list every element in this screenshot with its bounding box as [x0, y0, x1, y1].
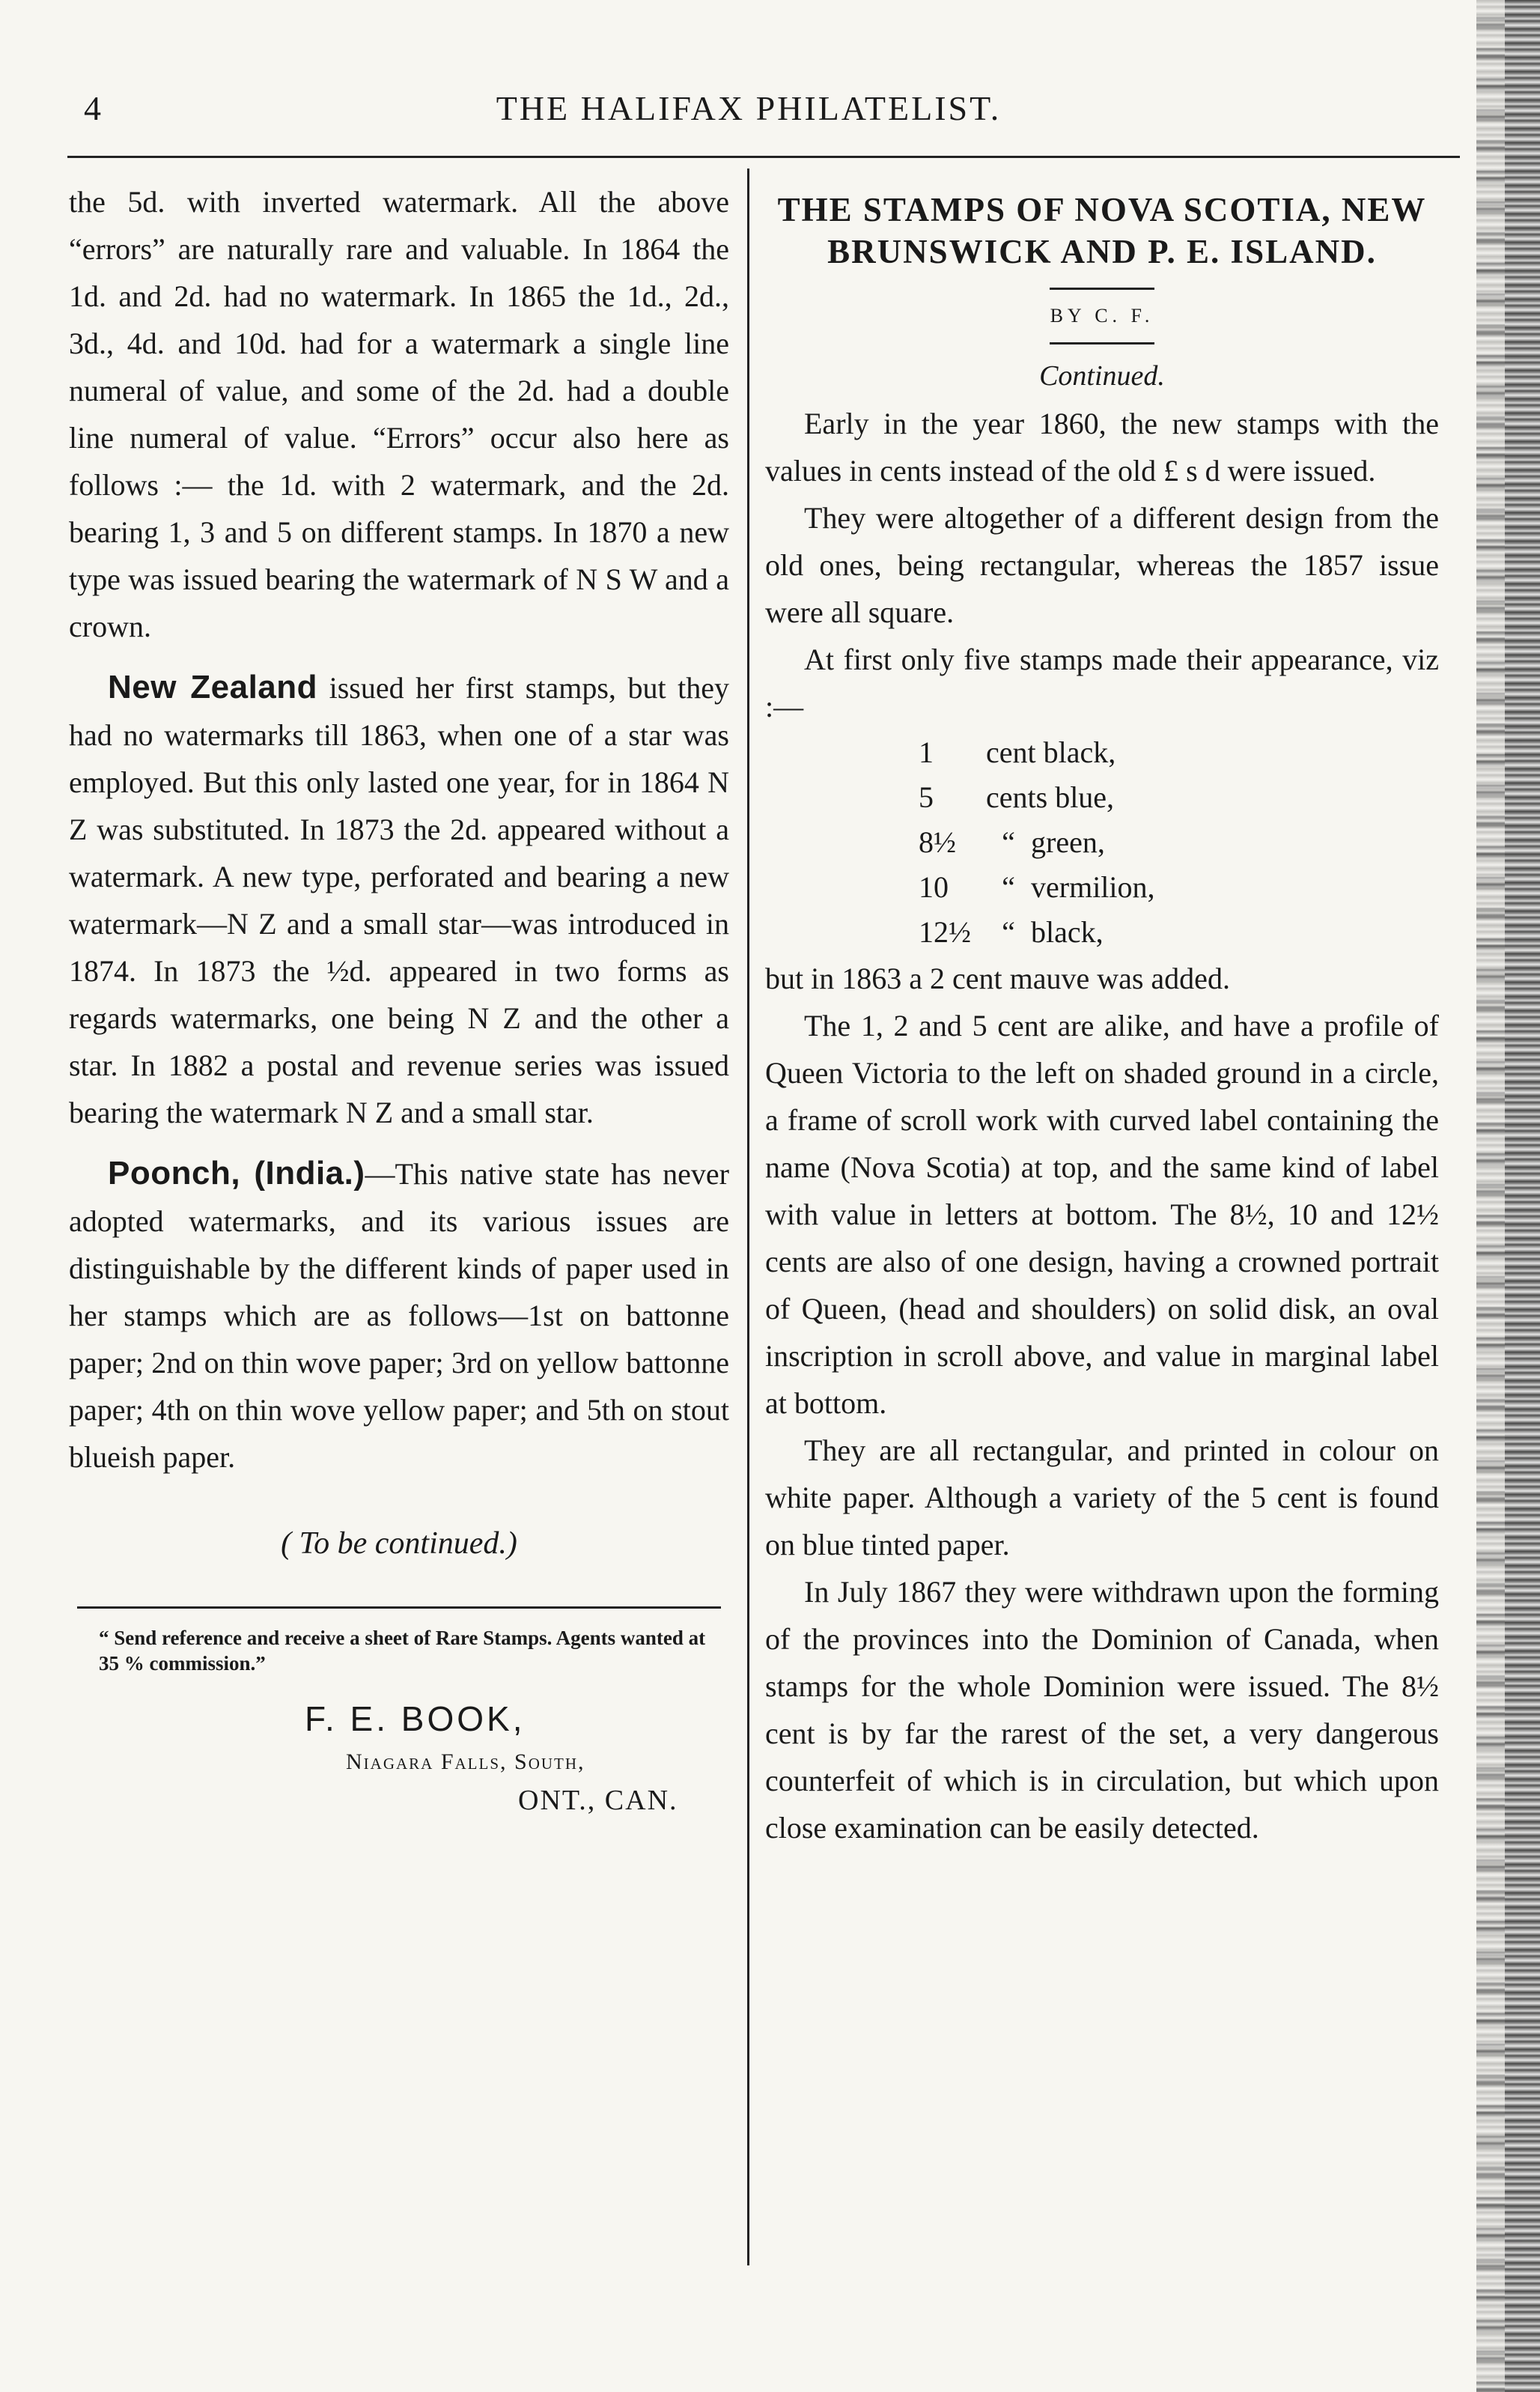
byline-rule	[1050, 342, 1154, 344]
run-in-heading-new-zealand: New Zealand	[108, 669, 318, 705]
title-rule	[1050, 288, 1154, 290]
stamp-value-number: 10	[919, 870, 949, 904]
byline: BY C. F.	[1050, 305, 1154, 327]
stamp-value-row	[919, 910, 1439, 955]
paragraph-first-stamps: At first only five stamps made their appearance, viz :—	[765, 643, 1439, 723]
paragraph-stamp-designs: The 1, 2 and 5 cent are alike, and have a profile of Queen Victoria to the left on shaded ground in a circle, a frame of scroll work with curved label containing the name (Nova Scotia) at top, and the same kind of label with value in letters at bottom. The 8½, 10 and 12½ cents are also of one design, having a crowned portrait of Queen, (head and shoulders) on solid disk, an oval inscription in scroll above, and value in marginal label at bottom.	[765, 1009, 1439, 1420]
header-rule	[67, 156, 1460, 158]
continued-label: Continued.	[1039, 360, 1165, 392]
advert-address-line1: Niagara Falls, South,	[346, 1749, 585, 1774]
paragraph-poonch	[69, 1150, 729, 1481]
ditto-mark: “	[1002, 825, 1015, 859]
stamp-value-name: green,	[1031, 825, 1105, 859]
article-title: THE STAMPS OF NOVA SCOTIA, NEW BRUNSWICK AND P. E. ISLAND.	[777, 191, 1427, 270]
paragraph-withdrawal: In July 1867 they were withdrawn upon the forming of the provinces into the Dominion of Canada, when stamps for the whole Dominion were issued. The 8½ cent is by far the rarest of the set, a very dangerous counterfeit of which is in circulation, but which upon close examination can be easily detected.	[765, 1575, 1439, 1845]
stamp-value-number: 1	[919, 735, 934, 769]
stamp-value-list	[919, 730, 1439, 955]
stamp-value-name: black,	[1031, 915, 1104, 949]
stamp-value-row	[919, 730, 1439, 775]
stamp-value-name: vermilion,	[1031, 870, 1155, 904]
page-number: 4	[84, 89, 101, 127]
stamp-value-row	[919, 775, 1439, 820]
advert-address-line2: ONT., CAN.	[518, 1785, 678, 1816]
advert-rule	[77, 1606, 721, 1609]
paragraph-new-zealand	[69, 664, 729, 1136]
stamp-value-name: cents blue,	[986, 780, 1115, 814]
paragraph-printing: They are all rectangular, and printed in colour on white paper. Although a variety of the 5 cent is found on blue tinted paper.	[765, 1433, 1439, 1561]
to-be-continued: ( To be continued.)	[281, 1526, 517, 1561]
paragraph-new-zealand-text: issued her first stamps, but they had no watermarks till 1863, when one of a star was employed. But this only lasted one year, for in 1864 N Z was substituted. In 1873 the 2d. appeared without a watermark. A new type, perforated and bearing a new watermark—N Z and a small star—was introduced in 1874. In 1873 the ½d. appeared in two forms as regards watermarks, one being N Z and the other a star. In 1882 a postal and revenue series was issued bearing the watermark N Z and a small star.	[69, 671, 729, 1129]
stamp-value-number: 8½	[919, 825, 956, 859]
running-title: THE HALIFAX PHILATELIST.	[496, 89, 1002, 127]
scanned-page-edge	[1476, 0, 1540, 2392]
advert-note: “ Send reference and receive a sheet of Rare Stamps. Agents wanted at 35 % commission.”	[99, 1627, 706, 1675]
stamp-value-row	[919, 865, 1439, 910]
paragraph-1863-mauve: but in 1863 a 2 cent mauve was added.	[765, 962, 1230, 995]
stamp-value-number: 12½	[919, 915, 971, 949]
paragraph-poonch-text: —This native state has never adopted watermarks, and its various issues are distinguishable by the different kinds of paper used in her stamps which are as follows—1st on battonne paper; 2nd on thin wove paper; 3rd on yellow battonne paper; 4th on thin wove yellow paper; and 5th on stout blueish paper.	[69, 1157, 730, 1474]
paragraph-design: They were altogether of a different design from the old ones, being rectangular, whereas the 1857 issue were all square.	[765, 501, 1439, 629]
ditto-mark: “	[1002, 870, 1015, 904]
run-in-heading-poonch: Poonch, (India.)	[108, 1155, 365, 1192]
stamp-value-name: cent black,	[986, 735, 1116, 769]
paragraph-1860-issue: Early in the year 1860, the new stamps with the values in cents instead of the old £ s d were issued.	[765, 407, 1439, 488]
paragraph-nsw: the 5d. with inverted watermark. All the above “errors” are naturally rare and valuable. In 1864 the 1d. and 2d. had no watermark. In 1865 the 1d., 2d., 3d., 4d. and 10d. had for a watermark a single line numeral of value, and some of the 2d. had a double line numeral of value. “Errors” occur also here as follows :— the 1d. with 2 watermark, and the 2d. bearing 1, 3 and 5 on different stamps. In 1870 a new type was issued bearing the watermark of N S W and a crown.	[69, 185, 729, 643]
stamp-value-number: 5	[919, 780, 934, 814]
left-column	[69, 178, 729, 1817]
ditto-mark: “	[1002, 915, 1015, 949]
advert-name: F. E. BOOK,	[305, 1699, 526, 1738]
right-column	[765, 178, 1439, 1851]
stamp-value-row	[919, 820, 1439, 865]
column-divider	[747, 169, 749, 2265]
